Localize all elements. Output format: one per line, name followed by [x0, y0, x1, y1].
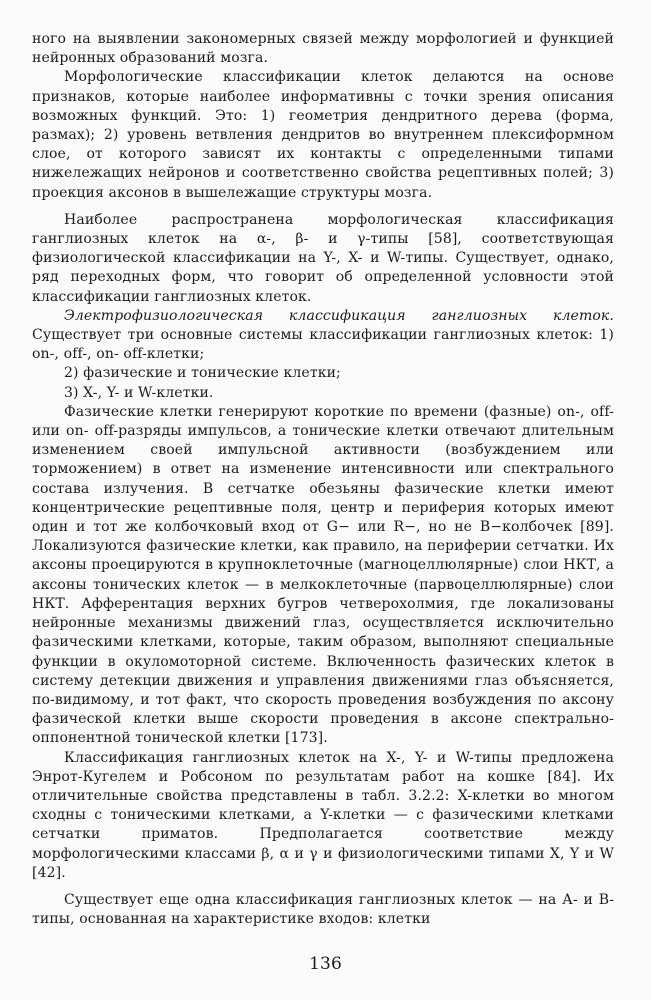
page-body [32, 30, 614, 929]
paragraph-continuation: ного на выявлении закономерных связей между морфологией и функцией нейронных образований мозга. [32, 31, 614, 67]
page-number: 136 [309, 954, 342, 974]
section-heading-electrophysiological: Электрофизиологическая классификация ганглиозных клеток. [64, 307, 614, 324]
paragraph-xyw-classification: Классификация ганглиозных клеток на X-, Y- и W-типы предложена Энрот-Кугелем и Робсоном по результатам работ на кошке [84]. Их отличительные свойства представлены в табл. 3.2.2: X-клетки во многом сходны с тоническими клетками, а Y-клетки — с фазическими клетками сетчатки приматов. Предполагается соответствие между морфологическими классами β, α и γ и физиологическими типами X, Y и W [42]. [32, 749, 614, 881]
paragraph-ab-types: Существует еще одна классификация ганглиозных клеток — на А- и В-типы, основанная на характеристике входов: клетки [32, 891, 614, 928]
paragraph-phasic-cells: Фазические клетки генерируют короткие по времени (фазные) on-, off- или on- off-разряды импульсов, а тонические клетки отвечают длительным изменением своей импульсной активности (возбуждением или торможением) в ответ на изменение интенсивности или спектрального состава излучения. В сетчатке обезьяны фазические клетки имеют концентрические рецептивные поля, центр и периферия которых имеют один и тот же колбочковый вход от G− или R−, но не B−колбочек [89]. Локализуются фазические клетки, как правило, на периферии сетчатки. Их аксоны проецируются в крупноклеточные (магноцеллюлярные) слои НКТ, а аксоны тонических клеток — в мелкоклеточные (парвоцеллюлярные) слои НКТ. Афферентация верхних бугров четверохолмия, где локализованы нейронные механизмы движений глаз, осуществляется исключительно фазическими клетками, которые, таким образом, выполняют специальные функции в окуломоторной системе. Включенность фазических клеток в систему детекции движения и управления движениями глаз объясняется, по-видимому, и тот факт, что скорость проведения возбуждения по аксону фазической клетки выше скорости проведения в аксоне спектрально-оппонентной тонической клетки [173]. [32, 403, 614, 747]
paragraph-morphological-classification: Морфологические классификации клеток делаются на основе признаков, которые наиболее информативны с точки зрения описания возможных функций. Это: 1) геометрия дендритного дерева (форма, размах); 2) уровень ветвления дендритов во внутреннем плексиформном слое, от которого зависят их контакты с определенными типами нижележащих нейронов и соответственно свойства рецептивных полей; 3) проекция аксонов в вышележащие структуры мозга. [32, 69, 614, 201]
list-item-xyw: 3) X-, Y- и W-клетки. [64, 384, 214, 401]
paragraph-electrophysiological [32, 307, 614, 365]
paragraph-alpha-beta-gamma-types: Наиболее распространена морфологическая классификация ганглиозных клеток на α-, β- и γ-типы [58], соответствующая физиологической классификации на Y-, X- и W-типы. Существует, однако, ряд переходных форм, что говорит об определенной условности этой классификации ганглиозных клеток. [32, 211, 614, 305]
list-item-phasic-tonic: 2) фазические и тонические клетки; [64, 365, 341, 382]
paragraph-electrophysiological-text: Существует три основные системы классификации ганглиозных клеток: 1) on-, off-, on- off-клетки; [32, 327, 614, 363]
